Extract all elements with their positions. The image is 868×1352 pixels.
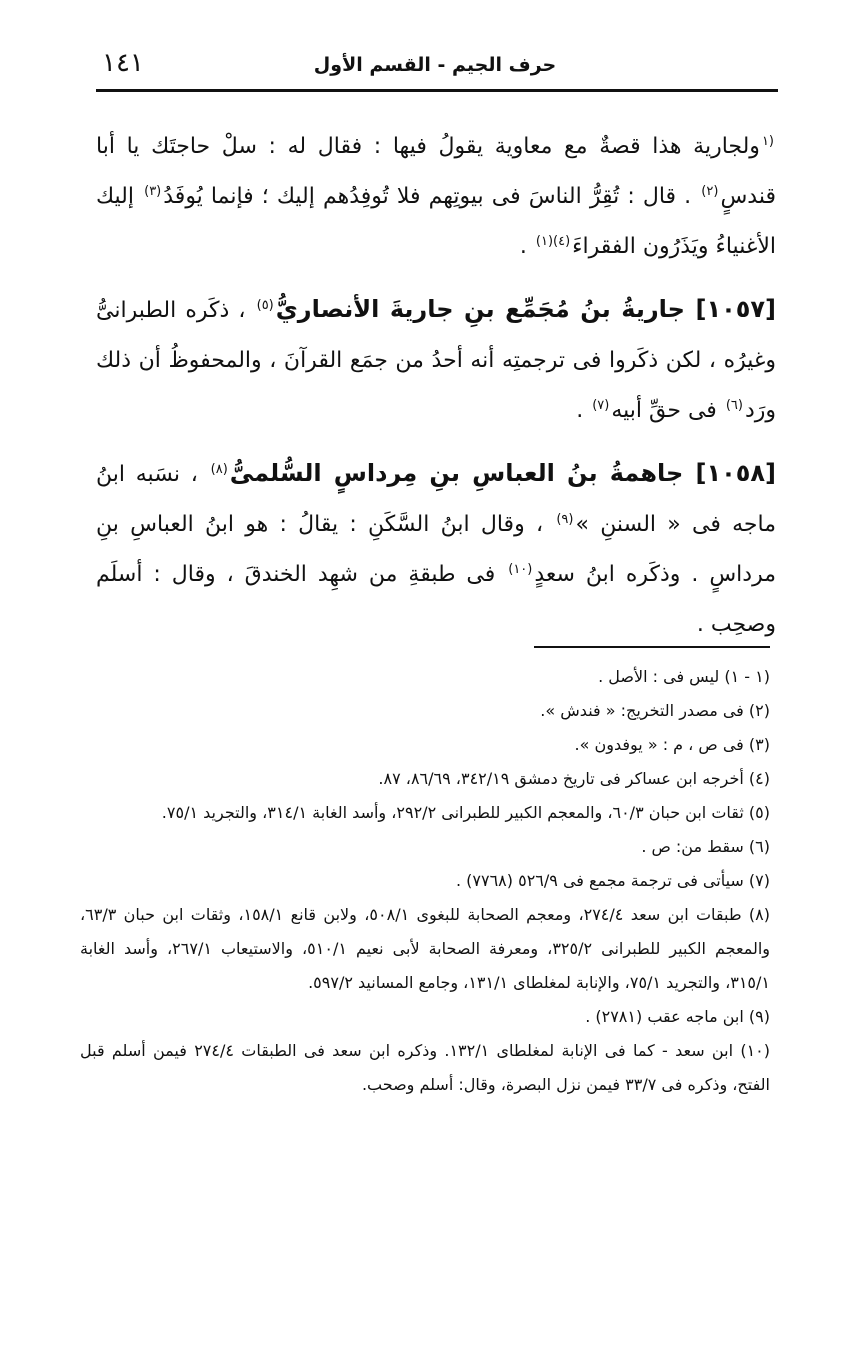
paragraph-text: ، نسَبه ابنُ ماجه فى « السننِ » bbox=[96, 462, 776, 537]
paragraph-text: . bbox=[576, 398, 584, 423]
footnote-marker: (٤)(١) bbox=[535, 233, 571, 249]
main-text bbox=[96, 122, 776, 662]
running-head: حرف الجيم - القسم الأول bbox=[313, 54, 557, 76]
footnotes bbox=[80, 660, 770, 1102]
footnote-6: (٦) سقط من: ص . bbox=[641, 837, 770, 856]
entry-heading: [١٠٥٨] جاهمةُ بنُ العباسِ بنِ مِرداسٍ السُّلمىُّ bbox=[229, 459, 776, 487]
footnote-marker: (٩) bbox=[556, 511, 574, 527]
page-header bbox=[96, 44, 774, 88]
paragraph-text: ولجارية هذا قصةٌ مع معاوية يقولُ فيها : فقال له : سلْ حاجتَك يا أبا قندسٍ bbox=[96, 134, 776, 209]
paragraph-text: ، ذكَره الطبرانىُّ وغيرُه ، لكن ذكَروا فى ترجمتِه أنه أحدُ من جمَع القرآنَ ، والمحفوظُ أن ذلك ورَد bbox=[96, 298, 776, 423]
paragraph-text: . bbox=[519, 234, 527, 259]
header-rule bbox=[96, 89, 778, 92]
footnote-9: (٩) ابن ماجه عقب (٢٧٨١) . bbox=[585, 1007, 770, 1026]
entry-1058 bbox=[96, 448, 776, 650]
footnote-marker: (١ bbox=[761, 133, 774, 149]
paragraph-text: ، وقال ابنُ السَّكَنِ : يقالُ : هو ابنُ العباسِ بنِ مرداسٍ . وذكَره ابنُ سعدٍ bbox=[96, 512, 777, 587]
footnote-4: (٤) أخرجه ابن عساكر فى تاريخ دمشق ٣٤٢/١٩، ٨٦/٦٩، ٨٧. bbox=[378, 769, 770, 788]
entry-1057 bbox=[96, 284, 776, 436]
entry-heading: [١٠٥٧] جاريةُ بنُ مُجَمِّع بنِ جاريةَ الأنصاريُّ bbox=[275, 295, 776, 323]
footnote-10: (١٠) ابن سعد - كما فى الإنابة لمغلطاى ١٣٢/١. وذكره ابن سعد فى الطبقات ٢٧٤/٤ فيمن أسلم قبل الفتح، وذكره فى ٣٣/٧ فيمن نزل البصرة، وقال: أسلم وصحب. bbox=[80, 1041, 770, 1094]
footnote-marker: (٣) bbox=[144, 183, 162, 199]
footnote-marker: (٨) bbox=[210, 461, 228, 477]
paragraph-text: . قال : تُقِرُّ الناسَ فى بيوتِهم فلا تُوفِدُهم إليك ؛ فإنما يُوفَدُ bbox=[163, 184, 692, 209]
footnote-marker: (٥) bbox=[256, 297, 274, 313]
footnote-5: (٥) ثقات ابن حبان ٦٠/٣، والمعجم الكبير للطبرانى ٢٩٢/٢، وأسد الغابة ٣١٤/١، والتجريد ٧٥/١. bbox=[161, 803, 770, 822]
footnote-marker: (٢) bbox=[701, 183, 719, 199]
footnote-2: (٢) فى مصدر التخريج: « فندش ». bbox=[540, 701, 770, 720]
footnote-3: (٣) فى ص ، م : « يوفدون ». bbox=[574, 735, 770, 754]
page-number: ١٤١ bbox=[102, 48, 144, 78]
footnote-marker: (٧) bbox=[592, 397, 610, 413]
paragraph-text: فى حقِّ أبيه bbox=[611, 398, 717, 423]
footnote-rule bbox=[534, 646, 770, 648]
footnote-1: (١ - ١) ليس فى : الأصل . bbox=[598, 667, 770, 686]
paragraph-text: فى طبقةِ من شهِد الخندقَ ، وقال : أسلَم وصحِب . bbox=[96, 562, 776, 637]
footnote-marker: (٦) bbox=[725, 397, 743, 413]
footnote-7: (٧) سيأتى فى ترجمة مجمع فى ٥٢٦/٩ (٧٧٦٨) . bbox=[455, 871, 770, 890]
paragraph-1 bbox=[96, 122, 776, 272]
footnote-8: (٨) طبقات ابن سعد ٢٧٤/٤، ومعجم الصحابة للبغوى ٥٠٨/١، ولابن قانع ١٥٨/١، وثقات ابن حبان ٦٣/٣، والمعجم الكبير للطبرانى ٣٢٥/٢، ومعرفة الصحابة لأبى نعيم ٥١٠/١، والاستيعاب ٢٦٧/١، وأسد الغابة ٣١٥/١، والتجريد ٧٥/١، والإنابة لمغلطاى ١٣١/١، وجامع المسانيد ٥٩٧/٢. bbox=[80, 905, 771, 992]
paragraph-text: إليك الأغنياءُ ويَذَرُون الفقراءَ bbox=[96, 184, 776, 259]
footnote-marker: (١٠) bbox=[508, 561, 533, 577]
